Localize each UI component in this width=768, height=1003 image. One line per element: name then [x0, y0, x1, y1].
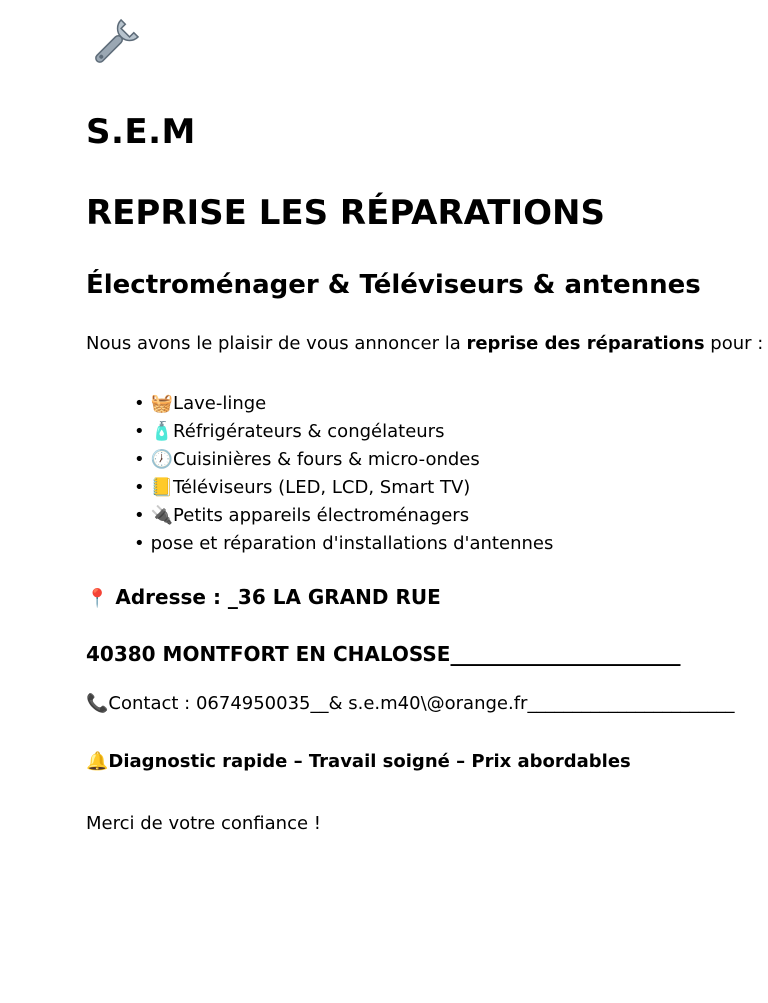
service-label: Réfrigérateurs & congélateurs: [173, 421, 445, 442]
list-item: [134, 390, 553, 418]
list-item: [134, 530, 553, 558]
lotion-bottle-icon: 🧴: [150, 421, 174, 442]
bullet: •: [134, 449, 145, 470]
list-item: [134, 446, 553, 474]
bullet: •: [134, 505, 145, 526]
bell-icon: 🔔: [86, 751, 109, 772]
pin-icon: 📍: [86, 588, 109, 609]
service-label: Petits appareils électroménagers: [173, 505, 470, 526]
address-street: Adresse : _36 LA GRAND RUE: [115, 585, 441, 609]
intro-text-before: Nous avons le plaisir de vous annoncer la: [86, 333, 467, 354]
intro-text-after: pour :: [704, 333, 764, 354]
contact-line: [86, 690, 734, 718]
bullet: •: [134, 393, 145, 414]
list-item: [134, 418, 553, 446]
service-label: Cuisinières & fours & micro-ondes: [173, 449, 480, 470]
bullet: •: [134, 421, 145, 442]
bullet: •: [134, 533, 145, 554]
wrench-icon: [86, 16, 142, 72]
plug-icon: 🔌: [150, 505, 174, 526]
notebook-icon: 📒: [150, 477, 174, 498]
address-line-2: 40380 MONTFORT EN CHALOSSE_______________________: [86, 642, 681, 666]
closing-text: Merci de votre confiance !: [86, 813, 321, 834]
bullet: •: [134, 477, 145, 498]
address-line-1: [86, 582, 441, 614]
list-item: [134, 474, 553, 502]
company-name: S.E.M: [86, 112, 196, 152]
service-label: Téléviseurs (LED, LCD, Smart TV): [173, 477, 471, 498]
service-label: Lave-linge: [173, 393, 267, 414]
service-label: pose et réparation d'installations d'antennes: [150, 533, 554, 554]
page-subtitle: Électroménager & Téléviseurs & antennes: [86, 270, 701, 300]
services-list: [134, 390, 553, 558]
list-item: [134, 502, 553, 530]
intro-paragraph: [86, 331, 763, 357]
clock-icon: 🕖: [150, 449, 174, 470]
phone-icon: 📞: [86, 693, 109, 714]
slogan-line: [86, 748, 631, 776]
basket-icon: 🧺: [150, 393, 174, 414]
intro-text-bold: reprise des réparations: [466, 333, 705, 354]
slogan-text: Diagnostic rapide – Travail soigné – Prix abordables: [108, 751, 631, 772]
page-title: REPRISE LES RÉPARATIONS: [86, 193, 605, 233]
contact-text: Contact : 0674950035__& s.e.m40\@orange.fr_______________________: [108, 693, 735, 714]
